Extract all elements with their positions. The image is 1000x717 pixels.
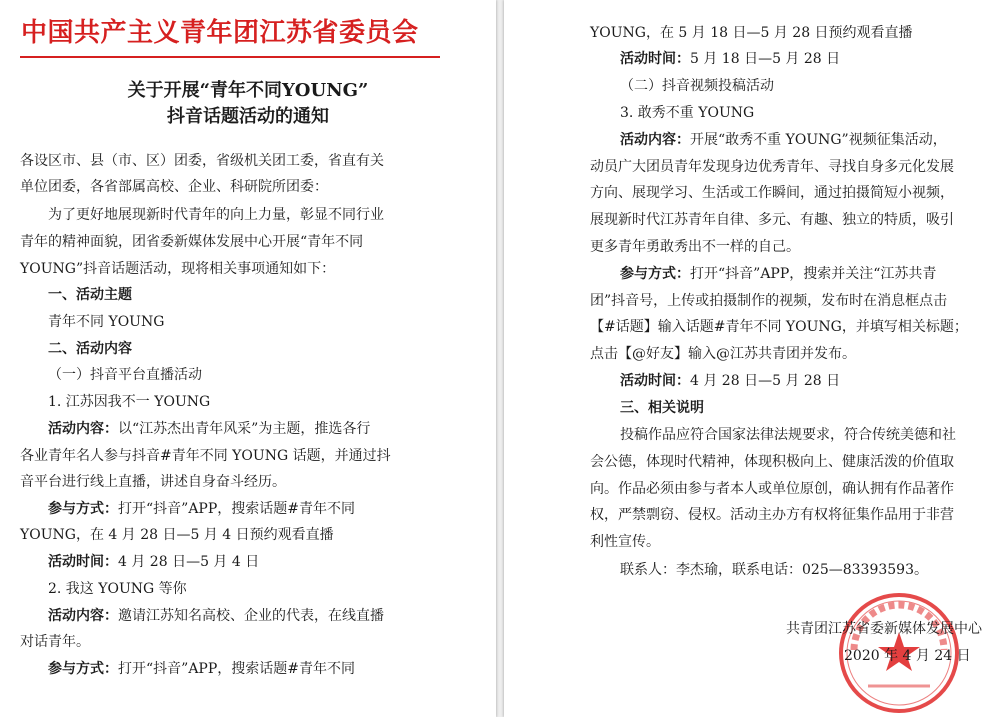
item-2-content-line1 — [48, 607, 384, 625]
intro-line3: YOUNG”抖音话题活动，现将相关事项通知如下： — [20, 261, 336, 277]
item-1-join-label: 参与方式： — [48, 501, 118, 517]
signer-org: 共青团江苏省委新媒体发展中心 — [786, 621, 982, 637]
item-3-join-line1 — [620, 265, 936, 283]
doc-title-line1: 关于开展“青年不同YOUNG” — [127, 80, 369, 101]
item-1-join-text: 打开“抖音”APP，搜索话题#青年不同 — [118, 501, 355, 517]
item-2-content-line2: 对话青年。 — [20, 634, 90, 650]
item-2-join-line1 — [48, 660, 355, 678]
item-1-content-label: 活动内容： — [48, 421, 118, 437]
right-page — [504, 0, 1000, 717]
item-2-time-label: 活动时间： — [620, 51, 690, 67]
item-1-join-line1 — [48, 500, 355, 518]
item-3-content-line3: 方向、展现学习、生活或工作瞬间，通过拍摄简短小视频， — [590, 185, 954, 201]
item-3-content-label: 活动内容： — [620, 132, 690, 148]
section-heading-content: 二、活动内容 — [48, 341, 132, 357]
item-3-time — [620, 372, 840, 390]
item-3-join-line3: 【#话题】输入话题#青年不同 YOUNG，并填写相关标题； — [590, 319, 968, 335]
sign-date: 2020 年 4 月 24 日 — [844, 648, 971, 664]
addressee-line2: 单位团委，各省部属高校、企业、科研院所团委： — [20, 179, 328, 195]
section-heading-theme: 一、活动主题 — [48, 287, 132, 303]
item-3-content-line5: 更多青年勇敢秀出不一样的自己。 — [590, 239, 800, 255]
item-3-join-text: 打开“抖音”APP，搜索并关注“江苏共青 — [690, 266, 937, 282]
contact-line: 联系人：李杰瑜，联系电话：025—83393593。 — [620, 562, 928, 578]
item-2-title: 2. 我这 YOUNG 等你 — [48, 581, 187, 597]
item-2-content-text: 邀请江苏知名高校、企业的代表，在线直播 — [118, 608, 384, 624]
subsection-live: （一）抖音平台直播活动 — [48, 367, 202, 383]
item-1-time — [48, 553, 259, 571]
item-1-join-line2: YOUNG，在 4 月 28 日—5 月 4 日预约观看直播 — [20, 527, 334, 543]
item-2-time — [620, 50, 840, 68]
left-page — [0, 0, 496, 717]
intro-line2: 青年的精神面貌，团省委新媒体发展中心开展“青年不同 — [20, 234, 364, 250]
item-1-content-line2: 各业青年名人参与抖音#青年不同 YOUNG 话题，并通过抖 — [20, 448, 391, 464]
item-1-title: 1. 江苏因我不一 YOUNG — [48, 394, 211, 410]
item-3-join-label: 参与方式： — [620, 266, 690, 282]
item-2-content-label: 活动内容： — [48, 608, 118, 624]
item-2-time-value: 5 月 18 日—5 月 28 日 — [690, 51, 841, 67]
doc-title-line2: 抖音话题活动的通知 — [167, 106, 329, 127]
item-3-title: 3. 敢秀不重 YOUNG — [620, 105, 755, 121]
item-2-join-text: 打开“抖音”APP，搜索话题#青年不同 — [118, 661, 355, 677]
theme-text: 青年不同 YOUNG — [48, 314, 165, 330]
notes-line1: 投稿作品应符合国家法律法规要求，符合传统美德和社 — [620, 427, 956, 443]
addressee-line1: 各设区市、县（市、区）团委，省级机关团工委，省直有关 — [20, 153, 384, 169]
notes-line4: 权，严禁剽窃、侵权。活动主办方有权将征集作品用于非营 — [590, 507, 954, 523]
item-3-content-line4: 展现新时代江苏青年自律、多元、有趣、独立的特质，吸引 — [590, 212, 954, 228]
item-3-content-line1 — [620, 131, 947, 149]
item-1-content-line3: 音平台进行线上直播，讲述自身奋斗经历。 — [20, 474, 286, 490]
notes-line3: 向。作品必须由参与者本人或单位原创，确认拥有作品著作 — [590, 481, 954, 497]
item-3-time-label: 活动时间： — [620, 373, 690, 389]
item-1-time-value: 4 月 28 日—5 月 4 日 — [118, 554, 260, 570]
item-3-content-line2: 动员广大团员青年发现身边优秀青年、寻找自身多元化发展 — [590, 159, 954, 175]
item-3-content-text: 开展“敢秀不重 YOUNG”视频征集活动， — [690, 132, 947, 148]
item-1-content-line1 — [48, 420, 370, 438]
item-2-join-label: 参与方式： — [48, 661, 118, 677]
item-2-join-line2: YOUNG，在 5 月 18 日—5 月 28 日预约观看直播 — [590, 25, 913, 41]
item-3-time-value: 4 月 28 日—5 月 28 日 — [690, 373, 841, 389]
notes-line5: 利性宣传。 — [590, 534, 660, 550]
item-3-join-line2: 团”抖音号，上传或拍摄制作的视频，发布时在消息框点击 — [590, 293, 948, 309]
intro-line1: 为了更好地展现新时代青年的向上力量，彰显不同行业 — [48, 207, 384, 223]
letterhead-org: 中国共产主义青年团江苏省委员会 — [21, 18, 419, 48]
item-1-time-label: 活动时间： — [48, 554, 118, 570]
letterhead-rule — [20, 56, 440, 58]
subsection-video: （二）抖音视频投稿活动 — [620, 78, 774, 94]
notes-line2: 会公德，体现时代精神，体现积极向上、健康活泼的价值取 — [590, 454, 954, 470]
section-heading-notes: 三、相关说明 — [620, 400, 704, 416]
item-1-content-text: 以“江苏杰出青年风采”为主题，推选各行 — [118, 421, 371, 437]
item-3-join-line4: 点击【@好友】输入@江苏共青团并发布。 — [590, 346, 856, 362]
